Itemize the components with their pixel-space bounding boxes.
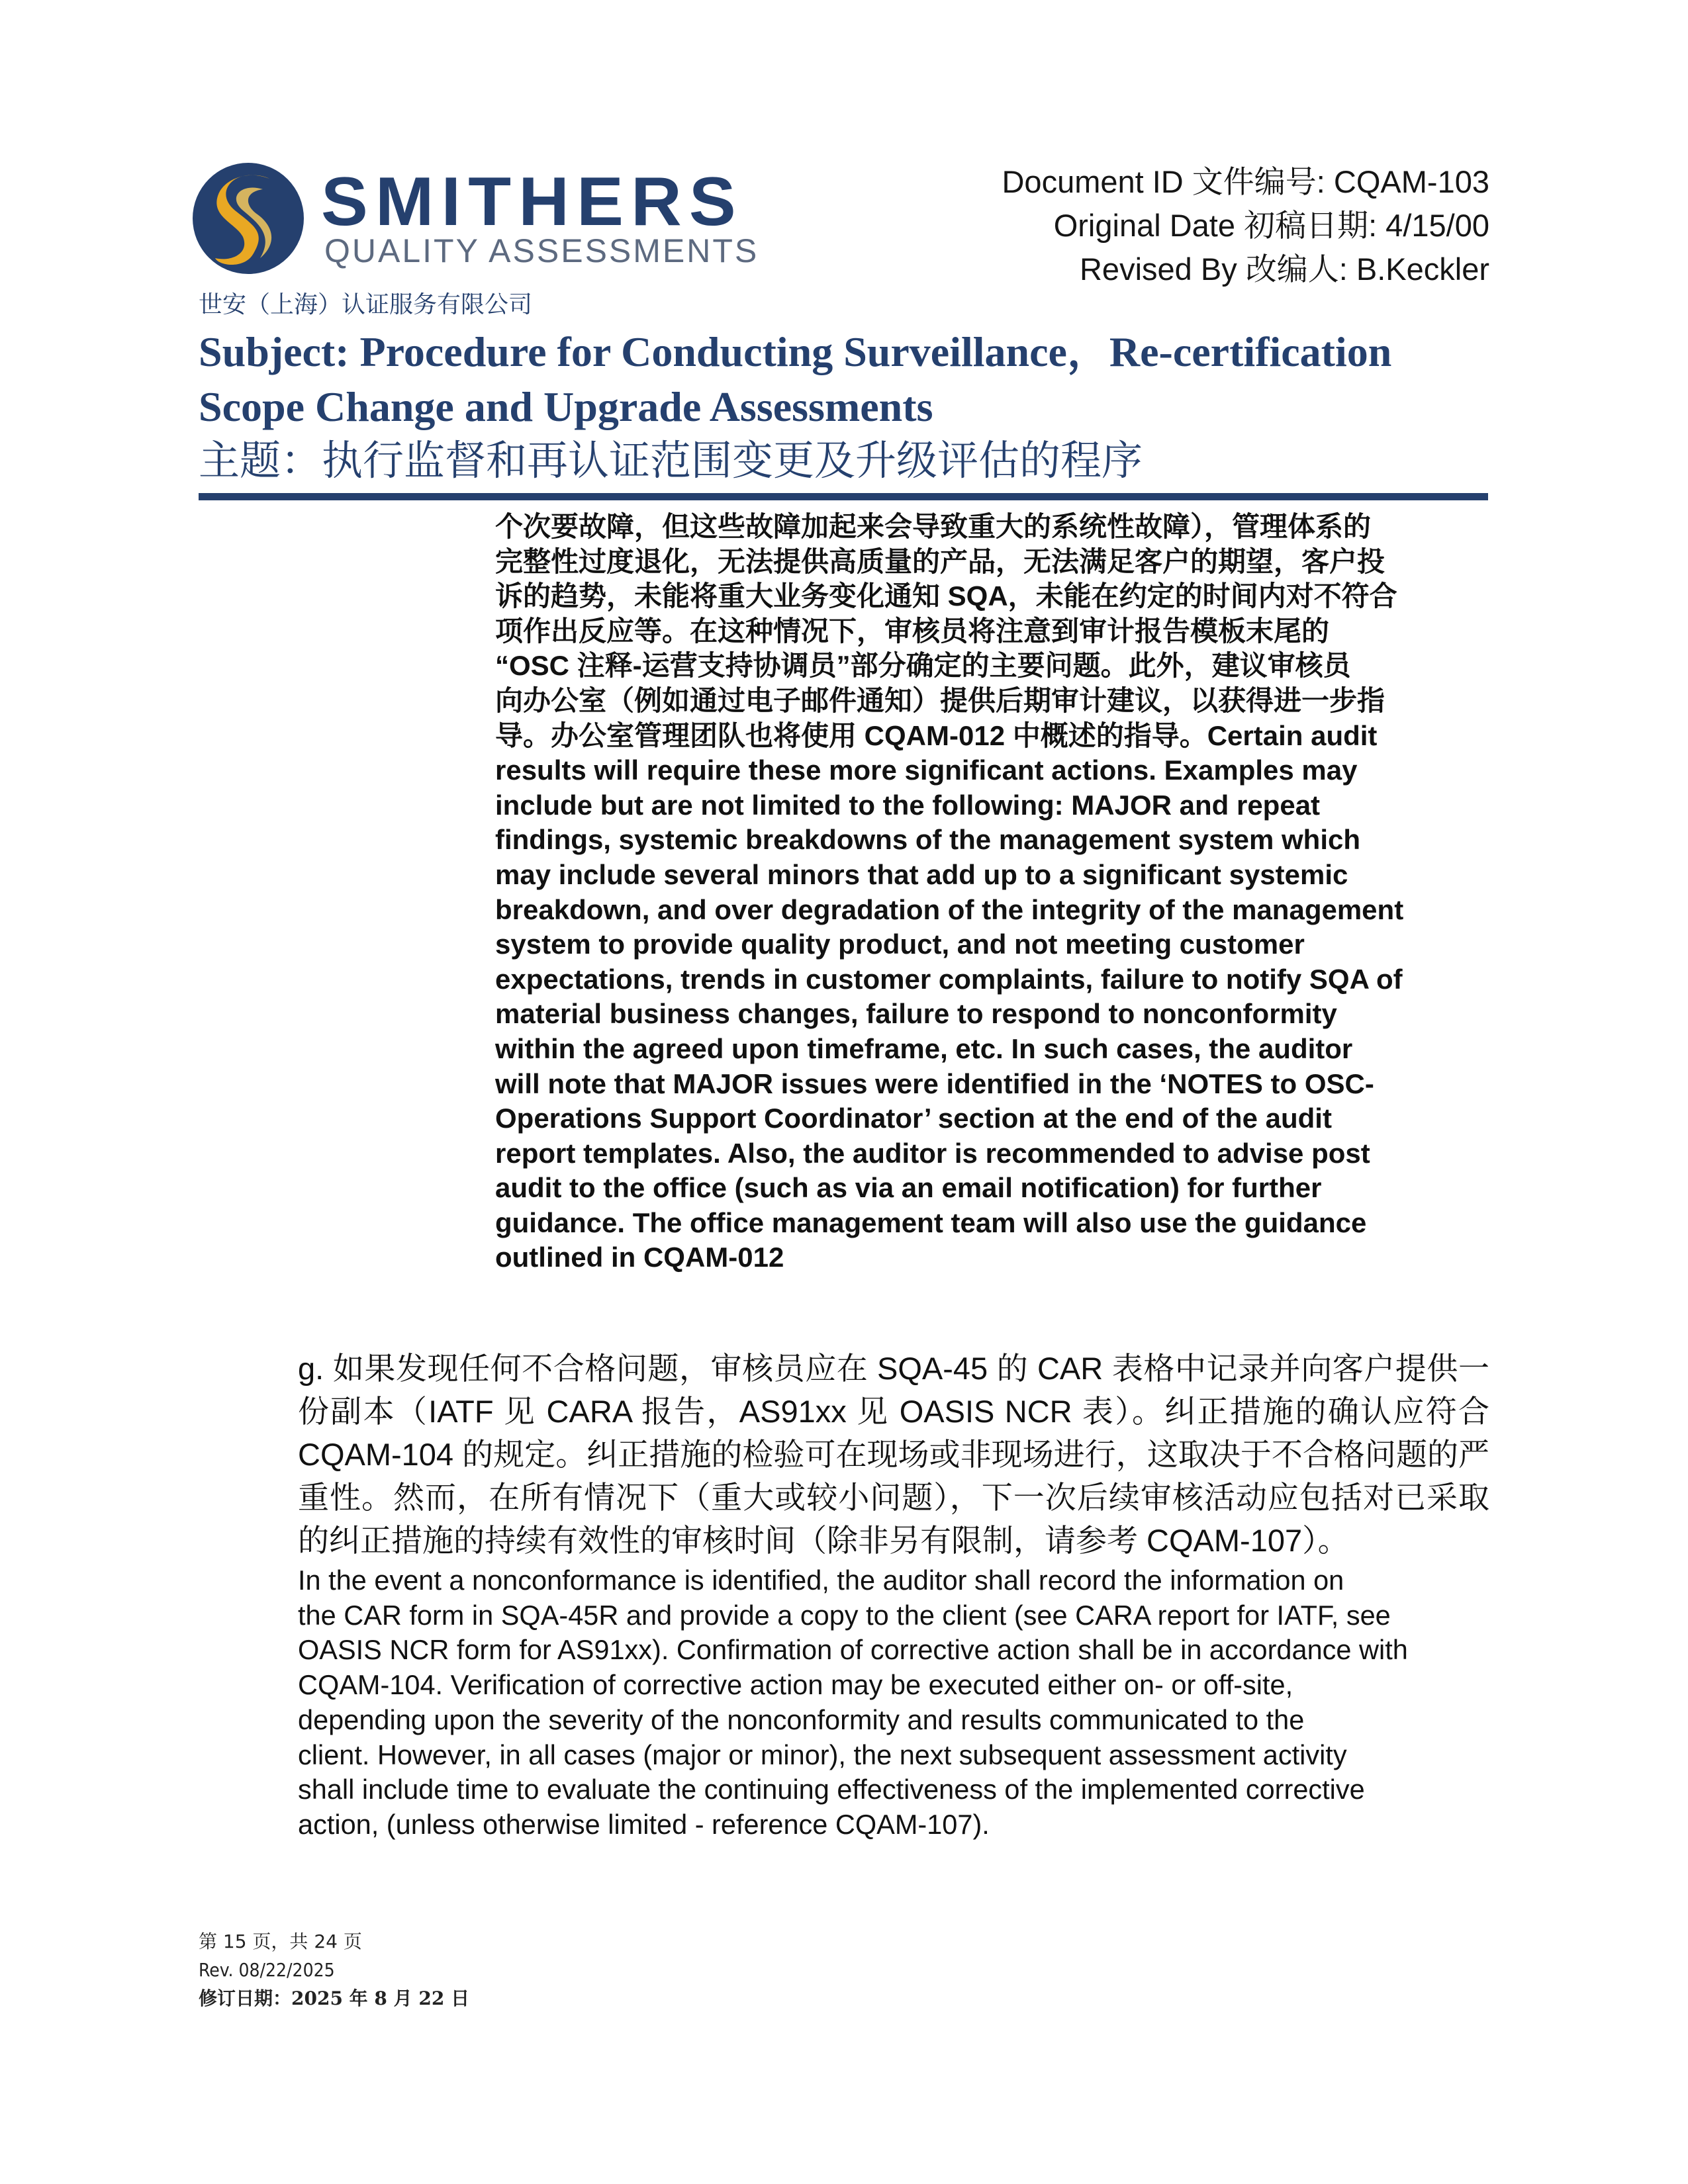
document-id: Document ID 文件编号: CQAM-103	[1002, 164, 1489, 199]
smithers-s-logo-icon	[189, 159, 308, 278]
item-g	[298, 1347, 1489, 1843]
continued-sub-item: 个次要故障，但这些故障加起来会导致重大的系统性故障），管理体系的 完整性过度退化，无法提供高质量的产品，无法满足客户的期望，客户投 诉的趋势，未能将重大业务变化通知 SQA，未能在约定的时间内对不符合 项作出反应等。在这种情况下，审核员将注意到审计报告模板末尾的 “OSC 注释-运营支持协调员”部分确定的主要问题。此外，建议审核员 向办公室（例如通过电子邮件通知）提供后期审计建议，以获得进一步指 导。办公室管理团队也将使用 CQAM-012 中概述的指导。Certain audit results will require these more significant actions. Examples may include but are not limited to the following: MAJOR and repeat findings, systemic breakdowns of the management system which may include several minors that add up to a significant systemic breakdown, and over degradation of the integrity of the management system to provide quality product, and not meeting customer expectations, trends in customer complaints, failure to notify SQA of material business changes, failure to respond to nonconformity within the agreed upon timeframe, etc. In such cases, the auditor will note that MAJOR issues were identified in the ‘NOTES to OSC- Operations Support Coordinator’ section at the end of the audit report templates. Also, the auditor is recommended to advise post audit to the office (such as via an email notification) for further guidance. The office management team will also use the guidance outlined in CQAM-012	[495, 511, 1404, 1273]
header-divider	[199, 493, 1488, 500]
company-name-cn: 世安（上海）认证服务有限公司	[199, 291, 533, 318]
page-number: 第 15 页，共 24 页	[199, 1931, 362, 1952]
revision-date-cn: 修订日期：2025 年 8 月 22 日	[199, 1987, 470, 2009]
subject-heading	[199, 324, 1516, 487]
item-g-english: In the event a nonconformance is identified, the auditor shall record the information on the CAR form in SQA-45R and provide a copy to the client (see CARA report for IATF, see OASIS NCR form for AS91xx). Confirmation of corrective action shall be in accordance with CQAM-104. Verification of corrective action may be executed either on- or off-site, depending upon the severity of the nonconformity and results communicated to the client. However, in all cases (major or minor), the next subsequent assessment activity shall include time to evaluate the continuing effectiveness of the implemented corrective action, (unless otherwise limited - reference CQAM-107).	[298, 1565, 1408, 1840]
subject-line-1: Subject: Procedure for Conducting Surveillance，Re-certification	[199, 328, 1392, 375]
revised-by: Revised By 改编人: B.Keckler	[1079, 251, 1489, 287]
page-footer	[199, 1927, 469, 2013]
original-date: Original Date 初稿日期: 4/15/00	[1053, 208, 1489, 243]
item-g-chinese: g. 如果发现任何不合格问题，审核员应在 SQA-45 的 CAR 表格中记录并向客户提供一份副本（IATF 见 CARA 报告，AS91xx 见 OASIS NCR 表）。纠正措施的确认应符合 CQAM-104 的规定。纠正措施的检验可在现场或非现场进行，这取决于不合格问题的严重性。然而，在所有情况下（重大或较小问题），下一次后续审核活动应包括对已采取的纠正措施的持续有效性的审核时间（除非另有限制，请参考 CQAM-107）。	[298, 1351, 1489, 1558]
document-meta	[1002, 160, 1489, 291]
logo-tagline: QUALITY ASSESSMENTS	[324, 232, 759, 269]
revision-code: Rev. 08/22/2025	[199, 1959, 335, 1981]
company-logo	[189, 159, 759, 285]
subject-line-cn: 主题：执行监督和再认证范围变更及升级评估的程序	[199, 436, 1143, 484]
subject-line-2: Scope Change and Upgrade Assessments	[199, 383, 933, 430]
logo-wordmark: SMITHERS	[321, 163, 743, 240]
